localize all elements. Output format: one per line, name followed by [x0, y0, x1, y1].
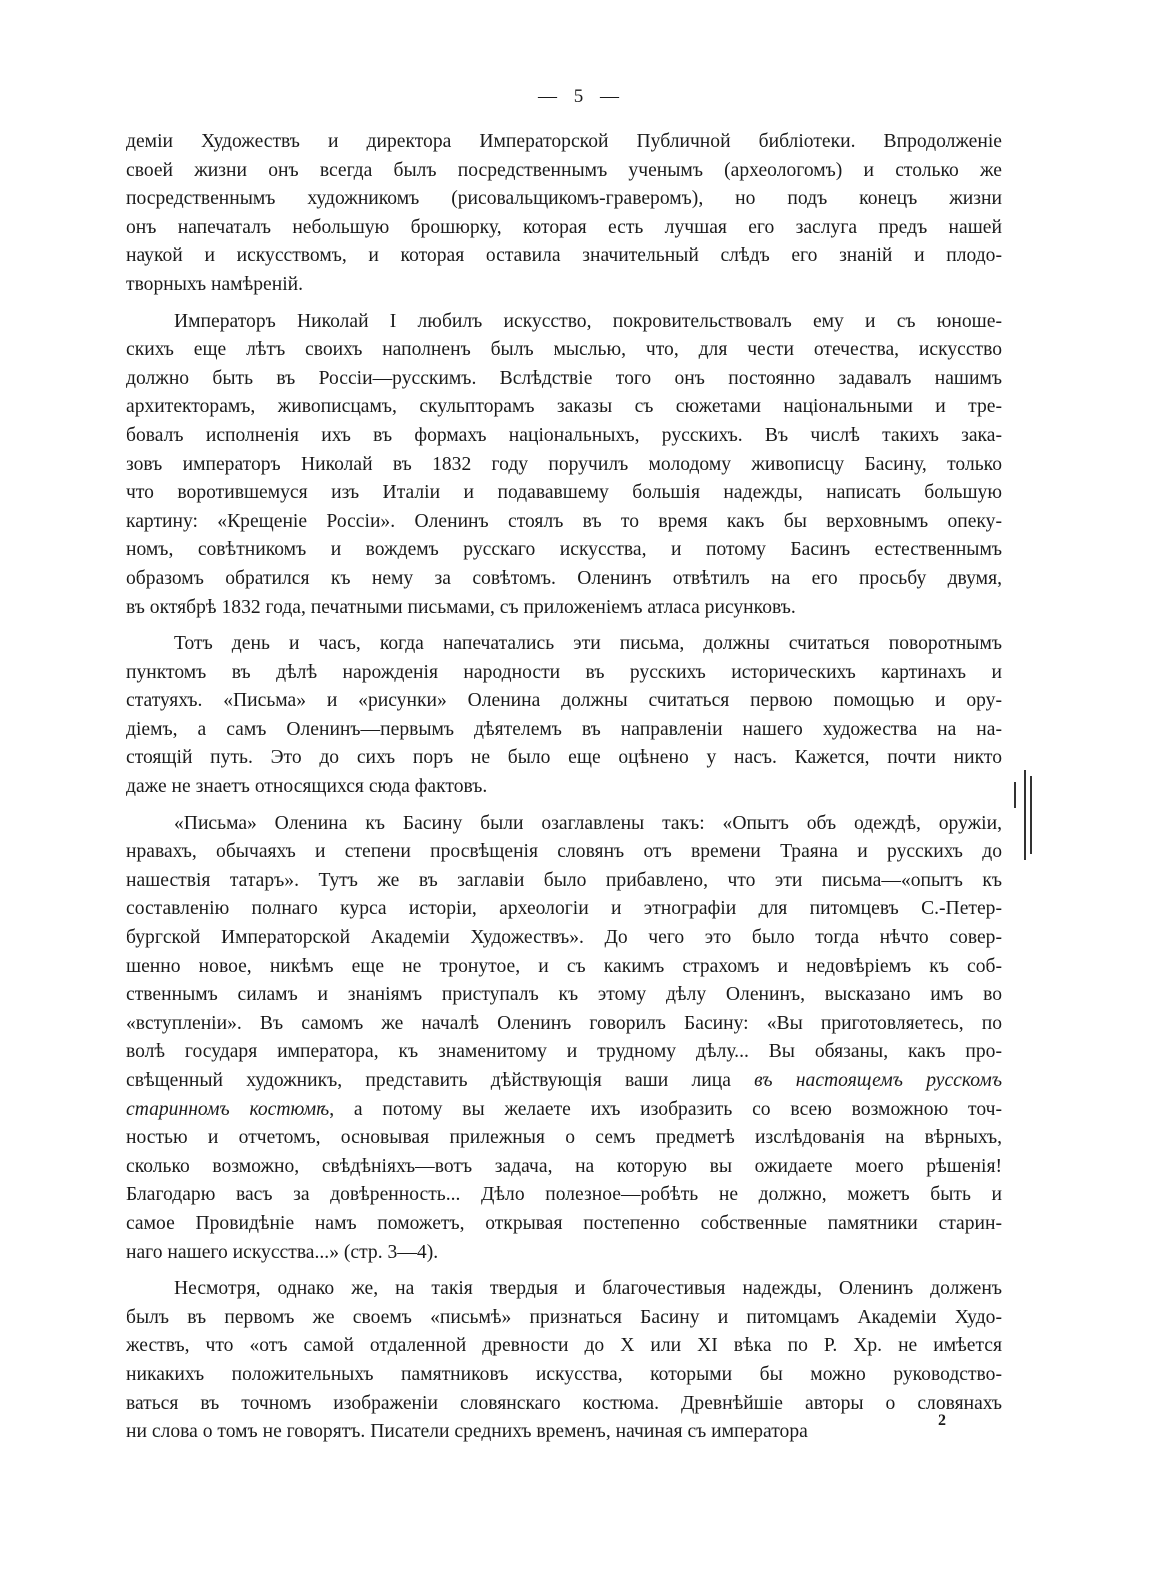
text-line: онъ напечаталъ небольшую брошюрку, которая есть лучшая его заслуга предъ нашей	[126, 216, 1002, 238]
margin-mark	[1014, 770, 1038, 860]
text-line: посредственнымъ художникомъ (рисовальщикомъ-граверомъ), но подъ конецъ жизни	[126, 188, 1002, 210]
text-line: наукой и искусствомъ, и которая оставила значительный слѣдъ его знаній и плодо-	[126, 245, 1002, 267]
text-line: пунктомъ въ дѣлѣ нарожденія народности въ русскихъ историческихъ картинахъ и	[126, 661, 1002, 683]
paragraph-gap	[126, 300, 1002, 308]
paragraph	[126, 810, 1002, 1268]
text-line: «Письма» Оленина къ Басину были озаглавлены такъ: «Опытъ объ одеждѣ, оружіи,	[174, 812, 1002, 834]
text-line: жествъ, что «отъ самой отдаленной древности до X или XI вѣка по Р. Хр. не имѣется	[126, 1335, 1002, 1357]
paragraph-gap	[126, 802, 1002, 810]
text-line: своей жизни онъ всегда былъ посредственнымъ ученымъ (археологомъ) и столько же	[126, 159, 1002, 181]
text-line: ностью и отчетомъ, основывая прилежныя о семъ предметѣ изслѣдованія на вѣрныхъ,	[126, 1127, 1002, 1149]
paragraph	[126, 308, 1002, 623]
text-line: ственнымъ силамъ и знаніямъ приступалъ къ этому дѣлу Оленинъ, высказано имъ во	[126, 984, 1002, 1006]
text-line: даже не знаетъ относящихся сюда фактовъ.	[126, 776, 488, 798]
text-line: зовъ императоръ Николай въ 1832 году поручилъ молодому живописцу Басину, только	[126, 453, 1002, 475]
text-line: Императоръ Николай I любилъ искусство, покровительствовалъ ему и съ юноше-	[174, 310, 1002, 332]
text-line: никакихъ положительныхъ памятниковъ искусства, которыми бы можно руководство-	[126, 1363, 1002, 1385]
text-line: въ октябрѣ 1832 года, печатными письмами, съ приложеніемъ атласа рисунковъ.	[126, 596, 796, 618]
text-line: должно быть въ Россіи—русскимъ. Вслѣдствіе того онъ постоянно задавалъ нашимъ	[126, 367, 1002, 389]
paragraph-gap	[126, 622, 1002, 630]
paragraph-gap	[126, 1267, 1002, 1275]
text-line: сколько возможно, свѣдѣніяхъ—вотъ задача, на которую вы ожидаете моего рѣшенія!	[126, 1155, 1002, 1177]
paragraph	[126, 630, 1002, 802]
text-line: бовалъ исполненія ихъ въ формахъ національныхъ, русскихъ. Въ числѣ такихъ зака-	[126, 424, 1002, 446]
text-line: Несмотря, однако же, на такія твердыя и благочестивыя надежды, Оленинъ долженъ	[174, 1278, 1002, 1300]
text-line: «вступленіи». Въ самомъ же началѣ Оленинъ говорилъ Басину: «Вы приготовляетесь, по	[126, 1012, 1002, 1034]
body-text	[126, 128, 1002, 1447]
text-line: картину: «Крещеніе Россіи». Оленинъ стоялъ въ то время какъ бы верховнымъ опеку-	[126, 510, 1002, 532]
text-line: Благодарю васъ за довѣренность... Дѣло полезное—робѣть не должно, можетъ быть и	[126, 1184, 1002, 1206]
text-line: нравахъ, обычаяхъ и степени просвѣщенія словянъ отъ времени Траяна и русскихъ до	[126, 841, 1002, 863]
text-line: діемъ, а самъ Оленинъ—первымъ дѣятелемъ въ направленіи нашего художества на на-	[126, 718, 1002, 740]
text-line: статуяхъ. «Письма» и «рисунки» Оленина должны считаться первою помощью и ору-	[126, 690, 1002, 712]
text-line: деміи Художествъ и директора Императорской Публичной библіотеки. Впродолженіе	[126, 131, 1002, 152]
text-line: скихъ еще лѣтъ своихъ наполненъ былъ мыслью, что, для чести отечества, искусство	[126, 339, 1002, 361]
text-line: стоящій путь. Это до сихъ поръ не было еще оцѣнено у насъ. Кажется, почти никто	[126, 747, 1002, 769]
text-line: былъ въ первомъ же своемъ «письмѣ» признаться Басину и питомцамъ Академіи Худо-	[126, 1306, 1002, 1328]
text-line: что воротившемуся изъ Италіи и подававшему большія надежды, написать большую	[126, 482, 1002, 504]
page-number: — 5 —	[538, 86, 625, 107]
text-line: номъ, совѣтникомъ и вождемъ русскаго искусства, и потому Басинъ естественнымъ	[126, 539, 1002, 561]
text-line: самое Провидѣніе намъ поможетъ, открывая постепенно собственные памятники старин-	[126, 1212, 1002, 1234]
text-line: волѣ государя императора, къ знаменитому и трудному дѣлу... Вы обязаны, какъ про-	[126, 1041, 1002, 1063]
text-line: составленію полнаго курса исторіи, археологіи и этнографіи для питомцевъ С.-Петер-	[126, 898, 1002, 920]
text-line: нашествія татаръ». Тутъ же въ заглавіи было прибавлено, что эти письма—«опытъ къ	[126, 869, 1002, 891]
text-line: образомъ обратился къ нему за совѣтомъ. Оленинъ отвѣтилъ на его просьбу двумя,	[126, 567, 1002, 589]
text-line: архитекторамъ, живописцамъ, скульпторамъ заказы съ сюжетами національными и тре-	[126, 396, 1002, 418]
text-line: творныхъ намѣреній.	[126, 273, 304, 295]
paragraph	[126, 128, 1002, 300]
text-line: бургской Императорской Академіи Художествъ». До чего это было тогда нѣчто совер-	[126, 927, 1002, 949]
signature-mark: 2	[938, 1412, 946, 1429]
text-line: ваться въ точномъ изображеніи словянскаго костюма. Древнѣйшіе авторы о словянахъ	[126, 1392, 1002, 1414]
text-line: шенно новое, никѣмъ еще не тронутое, и съ какимъ страхомъ и недовѣріемъ къ соб-	[126, 955, 1002, 977]
paragraph	[126, 1275, 1002, 1447]
text-line: ни слова о томъ не говорятъ. Писатели среднихъ временъ, начиная съ императора	[126, 1421, 808, 1443]
text-line: наго нашего искусства...» (стр. 3—4).	[126, 1241, 439, 1263]
text-line: свѣщенный художникъ, представить дѣйствующія ваши лица въ настоящемъ русскомъ	[126, 1070, 1002, 1091]
text-line: Тотъ день и часъ, когда напечатались эти письма, должны считаться поворотнымъ	[174, 633, 1002, 655]
text-line: старинномъ костюмѣ, а потому вы желаете ихъ изобразить со всею возможною точ-	[126, 1098, 1003, 1120]
